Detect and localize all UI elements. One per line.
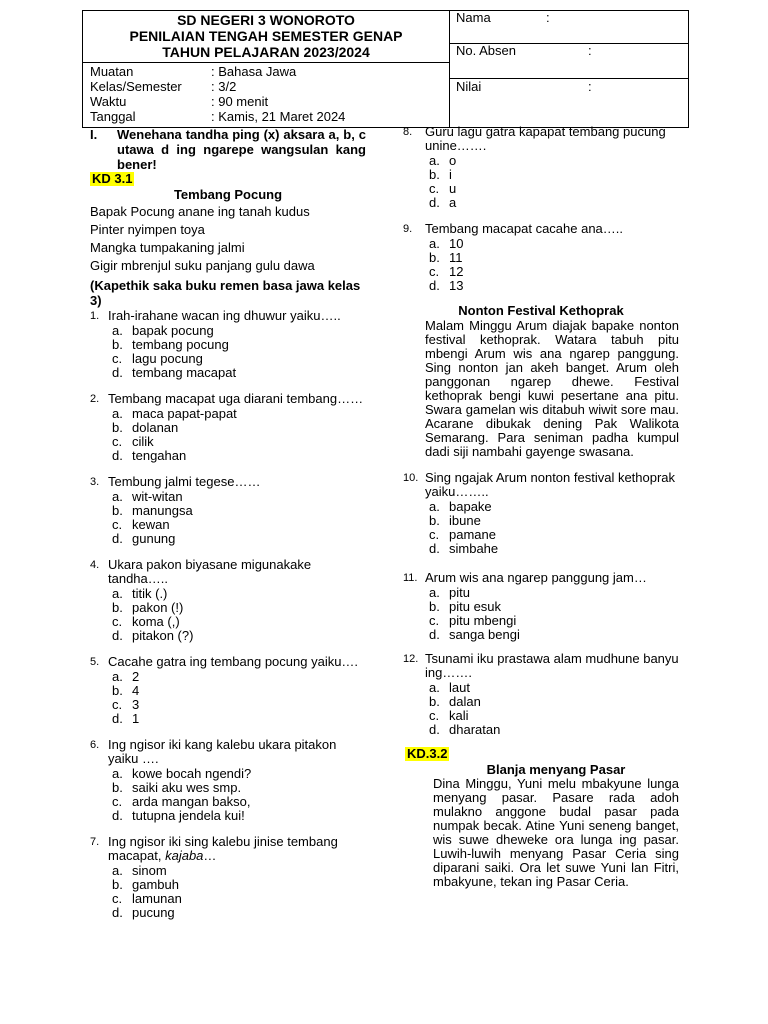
option-text: dharatan xyxy=(449,722,501,737)
question-number: 11. xyxy=(403,572,418,584)
question-body xyxy=(108,655,366,726)
poem-line: Gigir mbrenjul suku panjang gulu dawa xyxy=(90,258,315,273)
question-item xyxy=(90,392,366,463)
option-letter: a. xyxy=(429,236,440,251)
option-letter: b. xyxy=(429,250,440,265)
question-body xyxy=(108,835,366,920)
question-item xyxy=(90,558,366,643)
option-text: cilik xyxy=(132,434,154,449)
answer-option[interactable] xyxy=(108,449,366,463)
option-letter: a. xyxy=(112,406,123,421)
right-column xyxy=(403,125,679,889)
answer-option[interactable] xyxy=(425,681,679,695)
answer-option[interactable] xyxy=(425,196,679,210)
info-label: Tanggal xyxy=(90,109,136,124)
question-item xyxy=(90,738,366,823)
option-letter: b. xyxy=(429,167,440,182)
option-text: koma (,) xyxy=(132,614,180,629)
passage1-text: Malam Minggu Arum diajak bapake nonton festival kethoprak. Watara tabuh pitu mbengi Arum wis ana ngarep panggung. Sing nonton jan akeh banget. Arum oleh panggonan ngarep dhewe. Festival kethoprak bengi kuwi pesertane ana pitu. Swara gamelan wis ditabuh wiwit sore mau. Acarane dibukak dening Pak Walikota Semarang. Para seniman padha kumpul dadi siji nambahi gayenge swasana. xyxy=(425,318,679,459)
question-text: Sing ngajak Arum nonton festival kethoprak yaiku…….. xyxy=(425,470,676,499)
question-body xyxy=(425,125,679,210)
question-item xyxy=(90,475,366,546)
answer-option[interactable] xyxy=(108,698,366,712)
option-text: saiki aku wes smp. xyxy=(132,780,242,795)
answer-option[interactable] xyxy=(108,435,366,449)
student-fields xyxy=(450,11,688,127)
answer-option[interactable] xyxy=(425,154,679,168)
kd-badge: KD 3.1 xyxy=(92,171,133,186)
info-value: : 3/2 xyxy=(211,79,237,94)
option-text: kewan xyxy=(132,517,170,532)
answer-option[interactable] xyxy=(108,338,366,352)
answer-option[interactable] xyxy=(425,251,679,265)
option-text: ibune xyxy=(449,513,481,528)
academic-year: TAHUN PELAJARAN 2023/2024 xyxy=(162,44,370,60)
option-letter: b. xyxy=(112,780,123,795)
question-text: Ing ngisor iki kang kalebu ukara pitakon yaiku …. xyxy=(108,737,337,766)
option-text: pitakon (?) xyxy=(132,628,194,643)
option-letter: c. xyxy=(112,614,123,629)
answer-option[interactable] xyxy=(108,781,366,795)
info-value: : Bahasa Jawa xyxy=(211,64,297,79)
answer-options xyxy=(425,237,679,293)
kd-row xyxy=(90,172,366,186)
option-letter: b. xyxy=(429,694,440,709)
school-name: SD NEGERI 3 WONOROTO xyxy=(177,12,355,28)
question-text: Guru lagu gatra kapapat tembang pucung unine……. xyxy=(425,124,666,153)
answer-options xyxy=(108,407,366,463)
option-letter: a. xyxy=(112,669,123,684)
answer-option[interactable] xyxy=(108,352,366,366)
option-letter: b. xyxy=(112,600,123,615)
question-body xyxy=(108,738,366,823)
option-text: pitu mbengi xyxy=(449,613,517,628)
option-letter: c. xyxy=(112,891,123,906)
answer-option[interactable] xyxy=(108,864,366,878)
answer-option[interactable] xyxy=(108,587,366,601)
question-number: 4. xyxy=(90,559,100,571)
answer-option[interactable] xyxy=(108,878,366,892)
question-item xyxy=(403,571,679,642)
exam-header xyxy=(82,10,689,128)
option-letter: c. xyxy=(112,351,123,366)
poem-line: Bapak Pocung anane ing tanah kudus xyxy=(90,204,310,219)
question-body xyxy=(108,558,366,643)
question-body xyxy=(425,571,679,642)
question-body xyxy=(108,309,366,380)
option-text: sinom xyxy=(132,863,167,878)
info-row xyxy=(90,109,445,124)
answer-option[interactable] xyxy=(425,600,679,614)
answer-option[interactable] xyxy=(108,366,366,380)
question-text: Tsunami iku prastawa alam mudhune banyu ing……. xyxy=(425,651,679,680)
info-value: : Kamis, 21 Maret 2024 xyxy=(211,109,346,124)
answer-option[interactable] xyxy=(108,670,366,684)
option-letter: d. xyxy=(429,195,440,210)
option-letter: a. xyxy=(112,766,123,781)
option-text: pitu xyxy=(449,585,470,600)
option-text: kali xyxy=(449,708,469,723)
kd-badge: KD.3.2 xyxy=(407,746,448,761)
question-item xyxy=(90,655,366,726)
answer-option[interactable] xyxy=(108,795,366,809)
question-number: 9. xyxy=(403,223,413,235)
instruction-number: I. xyxy=(90,127,98,142)
option-letter: c. xyxy=(112,434,123,449)
question-item xyxy=(90,309,366,380)
answer-option[interactable] xyxy=(425,182,679,196)
answer-option[interactable] xyxy=(425,168,679,182)
question-text-part: Ing ngisor iki sing kalebu jinise tembang macapat, xyxy=(108,834,338,863)
option-text: 2 xyxy=(132,669,140,684)
option-letter: a. xyxy=(112,863,123,878)
question-number: 1. xyxy=(90,310,100,322)
answer-option[interactable] xyxy=(425,279,679,293)
field-label: No. Absen xyxy=(456,43,516,58)
absen-field[interactable] xyxy=(450,44,688,79)
option-letter: a. xyxy=(429,585,440,600)
question-number: 6. xyxy=(90,739,100,751)
option-text: maca papat-papat xyxy=(132,406,237,421)
answer-option[interactable] xyxy=(108,490,366,504)
option-letter: d. xyxy=(112,448,123,463)
question-list-left xyxy=(90,309,366,920)
option-letter: d. xyxy=(112,711,123,726)
question-text-emphasis: kajaba xyxy=(165,848,204,863)
option-text: wit-witan xyxy=(132,489,183,504)
answer-options xyxy=(425,681,679,737)
option-letter: c. xyxy=(429,527,440,542)
answer-options xyxy=(108,324,366,380)
option-text: 3 xyxy=(132,697,140,712)
question-text-part: … xyxy=(203,848,217,863)
question-body xyxy=(425,471,679,556)
option-letter: b. xyxy=(112,503,123,518)
question-item xyxy=(403,222,679,293)
option-letter: b. xyxy=(112,877,123,892)
option-text: simbahe xyxy=(449,541,499,556)
option-text: manungsa xyxy=(132,503,193,518)
exam-info xyxy=(90,64,445,124)
answer-option[interactable] xyxy=(425,500,679,514)
instruction-text: Wenehana tandha ping (x) aksara a, b, c utawa d ing ngarepe wangsulan kang bener! xyxy=(117,127,366,172)
question-item xyxy=(403,125,679,210)
answer-option[interactable] xyxy=(425,614,679,628)
left-column xyxy=(90,125,366,920)
option-letter: d. xyxy=(112,365,123,380)
question-list-right-b xyxy=(403,471,679,737)
option-text: 1 xyxy=(132,711,140,726)
field-label: Nilai xyxy=(456,79,482,94)
info-value: : 90 menit xyxy=(211,94,269,109)
question-number: 2. xyxy=(90,393,100,405)
poem-line: Mangka tumpakaning jalmi xyxy=(90,240,245,255)
poem-title: Tembang Pocung xyxy=(173,187,283,202)
score-field[interactable] xyxy=(450,79,688,127)
answer-option[interactable] xyxy=(108,532,366,546)
question-body xyxy=(108,392,366,463)
option-letter: d. xyxy=(112,531,123,546)
answer-option[interactable] xyxy=(108,407,366,421)
option-text: tengahan xyxy=(132,448,187,463)
question-text: Cacahe gatra ing tembang pocung yaiku…. xyxy=(108,654,359,669)
option-text: pitu esuk xyxy=(449,599,502,614)
answer-option[interactable] xyxy=(425,542,679,556)
info-label: Muatan xyxy=(90,64,134,79)
option-text: 13 xyxy=(449,278,464,293)
field-label: Nama xyxy=(456,10,491,25)
answer-option[interactable] xyxy=(108,518,366,532)
answer-options xyxy=(108,587,366,643)
option-text: u xyxy=(449,181,457,196)
answer-option[interactable] xyxy=(108,421,366,435)
info-label: Kelas/Semester xyxy=(90,79,182,94)
option-text: kowe bocah ngendi? xyxy=(132,766,252,781)
name-field[interactable] xyxy=(450,11,688,44)
info-label: Waktu xyxy=(90,94,127,109)
exam-name: PENILAIAN TENGAH SEMESTER GENAP xyxy=(129,28,403,44)
answer-option[interactable] xyxy=(425,514,679,528)
option-letter: c. xyxy=(429,708,440,723)
header-left xyxy=(83,11,450,127)
option-text: arda mangan bakso, xyxy=(132,794,251,809)
option-letter: c. xyxy=(112,794,123,809)
question-body xyxy=(108,475,366,546)
question-text: Arum wis ana ngarep panggung jam… xyxy=(425,570,647,585)
option-text: lagu pocung xyxy=(132,351,203,366)
question-body xyxy=(425,222,679,293)
answer-option[interactable] xyxy=(425,723,679,737)
field-colon: : xyxy=(588,43,592,58)
option-letter: d. xyxy=(429,278,440,293)
option-letter: d. xyxy=(429,541,440,556)
question-number: 10. xyxy=(403,472,419,484)
option-letter: b. xyxy=(112,683,123,698)
passage2-title: Blanja menyang Pasar xyxy=(486,762,626,777)
answer-options xyxy=(108,670,366,726)
option-letter: b. xyxy=(112,420,123,435)
kd-row xyxy=(403,747,679,761)
answer-option[interactable] xyxy=(425,528,679,542)
option-text: pakon (!) xyxy=(132,600,184,615)
answer-option[interactable] xyxy=(108,892,366,906)
answer-option[interactable] xyxy=(108,906,366,920)
answer-options xyxy=(108,490,366,546)
option-letter: c. xyxy=(429,613,440,628)
option-text: titik (.) xyxy=(132,586,168,601)
instruction xyxy=(90,127,366,172)
question-number: 3. xyxy=(90,476,100,488)
option-text: i xyxy=(449,167,452,182)
option-letter: b. xyxy=(112,337,123,352)
poem-source: (Kapethik saka buku remen basa jawa kelas 3) xyxy=(90,278,361,308)
question-text: Tembang macapat cacahe ana….. xyxy=(425,221,624,236)
info-row xyxy=(90,64,445,79)
option-text: dalan xyxy=(449,694,481,709)
option-text: pamane xyxy=(449,527,496,542)
option-text: tutupna jendela kui! xyxy=(132,808,245,823)
answer-option[interactable] xyxy=(425,628,679,642)
option-text: 12 xyxy=(449,264,464,279)
answer-option[interactable] xyxy=(108,324,366,338)
field-colon: : xyxy=(588,79,592,94)
answer-option[interactable] xyxy=(425,237,679,251)
option-text: 10 xyxy=(449,236,464,251)
poem-line: Pinter nyimpen toya xyxy=(90,222,205,237)
info-row xyxy=(90,94,445,109)
option-text: 4 xyxy=(132,683,140,698)
answer-option[interactable] xyxy=(108,809,366,823)
option-text: dolanan xyxy=(132,420,179,435)
option-text: a xyxy=(449,195,457,210)
option-text: pucung xyxy=(132,905,175,920)
option-letter: d. xyxy=(112,628,123,643)
answer-options xyxy=(425,154,679,210)
option-letter: a. xyxy=(429,153,440,168)
passage1-title: Nonton Festival Kethoprak xyxy=(458,303,624,318)
option-letter: c. xyxy=(429,264,440,279)
question-text: Tembang macapat uga diarani tembang…… xyxy=(108,391,364,406)
option-text: lamunan xyxy=(132,891,182,906)
option-text: bapak pocung xyxy=(132,323,214,338)
option-text: tembang macapat xyxy=(132,365,237,380)
option-text: sanga bengi xyxy=(449,627,520,642)
option-text: o xyxy=(449,153,457,168)
question-text: Ukara pakon biyasane migunakake tandha….. xyxy=(108,557,312,586)
header-title xyxy=(83,11,449,63)
answer-option[interactable] xyxy=(108,601,366,615)
answer-options xyxy=(425,586,679,642)
option-letter: c. xyxy=(429,181,440,196)
answer-options xyxy=(425,500,679,556)
answer-option[interactable] xyxy=(108,684,366,698)
answer-option[interactable] xyxy=(425,265,679,279)
option-letter: a. xyxy=(112,323,123,338)
option-letter: a. xyxy=(429,680,440,695)
option-text: 11 xyxy=(449,250,463,265)
answer-option[interactable] xyxy=(108,615,366,629)
option-letter: d. xyxy=(112,905,123,920)
option-letter: a. xyxy=(112,586,123,601)
question-item xyxy=(90,835,366,920)
answer-option[interactable] xyxy=(108,629,366,643)
question-number: 12. xyxy=(403,653,419,665)
answer-options xyxy=(108,864,366,920)
answer-option[interactable] xyxy=(425,695,679,709)
question-text: Irah-irahane wacan ing dhuwur yaiku….. xyxy=(108,308,341,323)
option-letter: a. xyxy=(429,499,440,514)
option-text: tembang pocung xyxy=(132,337,229,352)
answer-options xyxy=(108,767,366,823)
answer-option[interactable] xyxy=(108,767,366,781)
question-body xyxy=(425,652,679,737)
question-number: 8. xyxy=(403,126,413,138)
question-list-right-a xyxy=(403,125,679,293)
option-letter: c. xyxy=(112,517,123,532)
field-colon: : xyxy=(546,10,550,25)
option-letter: c. xyxy=(112,697,123,712)
question-text xyxy=(108,835,366,863)
option-text: gunung xyxy=(132,531,176,546)
question-item xyxy=(403,471,679,556)
option-letter: d. xyxy=(112,808,123,823)
option-letter: b. xyxy=(429,599,440,614)
answer-option[interactable] xyxy=(425,709,679,723)
option-letter: d. xyxy=(429,722,440,737)
answer-option[interactable] xyxy=(108,712,366,726)
option-text: bapake xyxy=(449,499,492,514)
question-number: 7. xyxy=(90,836,100,848)
answer-option[interactable] xyxy=(108,504,366,518)
option-text: gambuh xyxy=(132,877,179,892)
option-letter: b. xyxy=(429,513,440,528)
question-text: Tembung jalmi tegese…… xyxy=(108,474,261,489)
question-item xyxy=(403,652,679,737)
option-letter: a. xyxy=(112,489,123,504)
question-number: 5. xyxy=(90,656,100,668)
option-letter: d. xyxy=(429,627,440,642)
info-row xyxy=(90,79,445,94)
passage2-text: Dina Minggu, Yuni melu mbakyune lunga menyang pasar. Pasare rada adoh mulakno anggone budal pasar pada numpak becak. Atine Yuni seneng banget, wis suwe dheweke ora lunga ing pasar. Luwih-luwih menyang Pasar Ceria sing diparani saiki. Ora let suwe Yuni lan Fitri, mbakyune, tekan ing Pasar Ceria. xyxy=(433,776,679,889)
option-text: laut xyxy=(449,680,470,695)
answer-option[interactable] xyxy=(425,586,679,600)
poem xyxy=(90,203,366,275)
